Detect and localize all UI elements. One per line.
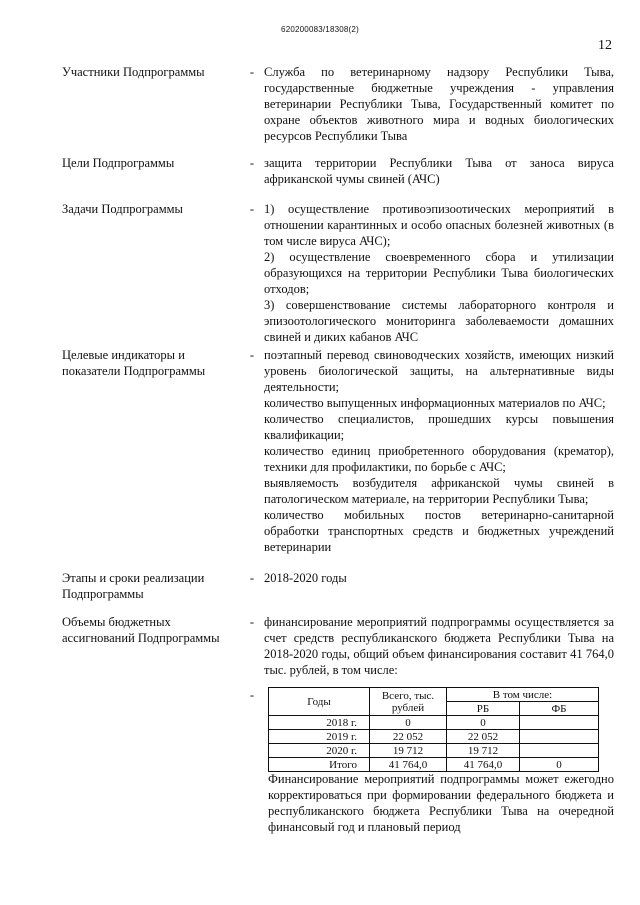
stages-label: Этапы и сроки реализации Подпрограммы <box>62 571 205 601</box>
table-header-row <box>269 688 599 702</box>
cell-total: 41 764,0 <box>370 758 447 772</box>
budget-label: Объемы бюджетных ассигнований Подпрограммы <box>62 615 220 645</box>
table-row <box>269 730 599 744</box>
cell-total: 0 <box>370 716 447 730</box>
goals-text: защита территории Республики Тыва от заноса вируса африканской чумы свиней (АЧС) <box>264 156 614 186</box>
budget-table-dash: - <box>249 688 255 702</box>
stages-dash: - <box>249 571 255 585</box>
budget-table <box>268 687 599 772</box>
indicators-dash: - <box>249 348 255 362</box>
budget-dash: - <box>249 615 255 629</box>
col-header-total: Всего, тыс. рублей <box>370 688 447 716</box>
indicator-item: количество выпущенных информационных материалов по АЧС; <box>264 396 606 410</box>
page-number: 12 <box>598 38 612 53</box>
indicator-item: количество специалистов, прошедших курсы повышения квалификации; <box>264 412 614 442</box>
col-header-including: В том числе: <box>447 688 599 702</box>
task-item: 3) совершенствование системы лабораторного контроля и эпизоотологического мониторинга заболеваемости домашних свиней и диких кабанов АЧС <box>264 298 614 344</box>
cell-year: Итого <box>269 758 370 772</box>
table-row-total <box>269 758 599 772</box>
cell-fb <box>520 730 599 744</box>
indicators-label: Целевые индикаторы и показатели Подпрограммы <box>62 348 206 378</box>
stages-content <box>264 570 614 586</box>
cell-year: 2020 г. <box>269 744 370 758</box>
col-header-years: Годы <box>269 688 370 716</box>
cell-year: 2019 г. <box>269 730 370 744</box>
budget-text: финансирование мероприятий подпрограммы осуществляется за счет средств республиканского бюджета Республики Тыва на 2018-2020 годы, общий объем финансирования составит 41 764,0 тыс. рублей, в том числе: <box>264 615 614 677</box>
tasks-dash: - <box>249 202 255 216</box>
cell-rb: 0 <box>447 716 520 730</box>
header-code: 620200083/18308(2) <box>281 25 359 34</box>
task-item: 1) осуществление противоэпизоотических мероприятий в отношении карантинных и особо опасных болезней животных (в том числе вируса АЧС); <box>264 202 614 248</box>
goals-dash: - <box>249 156 255 170</box>
budget-note: Финансирование мероприятий подпрограммы может ежегодно корректироваться при формировании федерального бюджета и республиканского бюджета Республики Тыва на очередной финансовый год и плановый период <box>268 772 614 834</box>
tasks-content <box>264 201 614 345</box>
table-row <box>269 744 599 758</box>
col-header-rb: РБ <box>447 702 520 716</box>
table-row <box>269 716 599 730</box>
cell-total: 22 052 <box>370 730 447 744</box>
indicator-item: количество единиц приобретенного оборудования (крематор), техники для профилактики, по борьбе с АЧС; <box>264 444 614 474</box>
participants-dash: - <box>249 65 255 79</box>
budget-content <box>264 614 614 678</box>
col-header-fb: ФБ <box>520 702 599 716</box>
indicator-item: выявляемость возбудителя африканской чумы свиней в патологическом материале, на территории Республики Тыва; <box>264 476 614 506</box>
indicator-item: количество мобильных постов ветеринарно-санитарной обработки транспортных средств и бюджетных учреждений ветеринарии <box>264 508 614 554</box>
cell-fb <box>520 716 599 730</box>
cell-rb: 41 764,0 <box>447 758 520 772</box>
cell-total: 19 712 <box>370 744 447 758</box>
goals-content <box>264 155 614 187</box>
cell-rb: 22 052 <box>447 730 520 744</box>
cell-fb <box>520 744 599 758</box>
participants-label: Участники Подпрограммы <box>62 65 205 79</box>
indicators-content <box>264 347 614 555</box>
cell-rb: 19 712 <box>447 744 520 758</box>
cell-fb: 0 <box>520 758 599 772</box>
goals-label: Цели Подпрограммы <box>62 156 175 170</box>
tasks-label: Задачи Подпрограммы <box>62 202 183 216</box>
participants-text: Служба по ветеринарному надзору Республики Тыва, государственные бюджетные учреждения - управления ветеринарии Республики Тыва, Государственный комитет по охране объектов животного мира и водных биологических ресурсов Республики Тыва <box>264 65 614 143</box>
task-item: 2) осуществление своевременного сбора и утилизации образующихся на территории Республики Тыва биологических отходов; <box>264 250 614 296</box>
indicator-item: поэтапный перевод свиноводческих хозяйств, имеющих низкий уровень биологической защиты, на альтернативные виды деятельности; <box>264 348 614 394</box>
stages-text: 2018-2020 годы <box>264 571 347 585</box>
participants-content <box>264 64 614 144</box>
cell-year: 2018 г. <box>269 716 370 730</box>
